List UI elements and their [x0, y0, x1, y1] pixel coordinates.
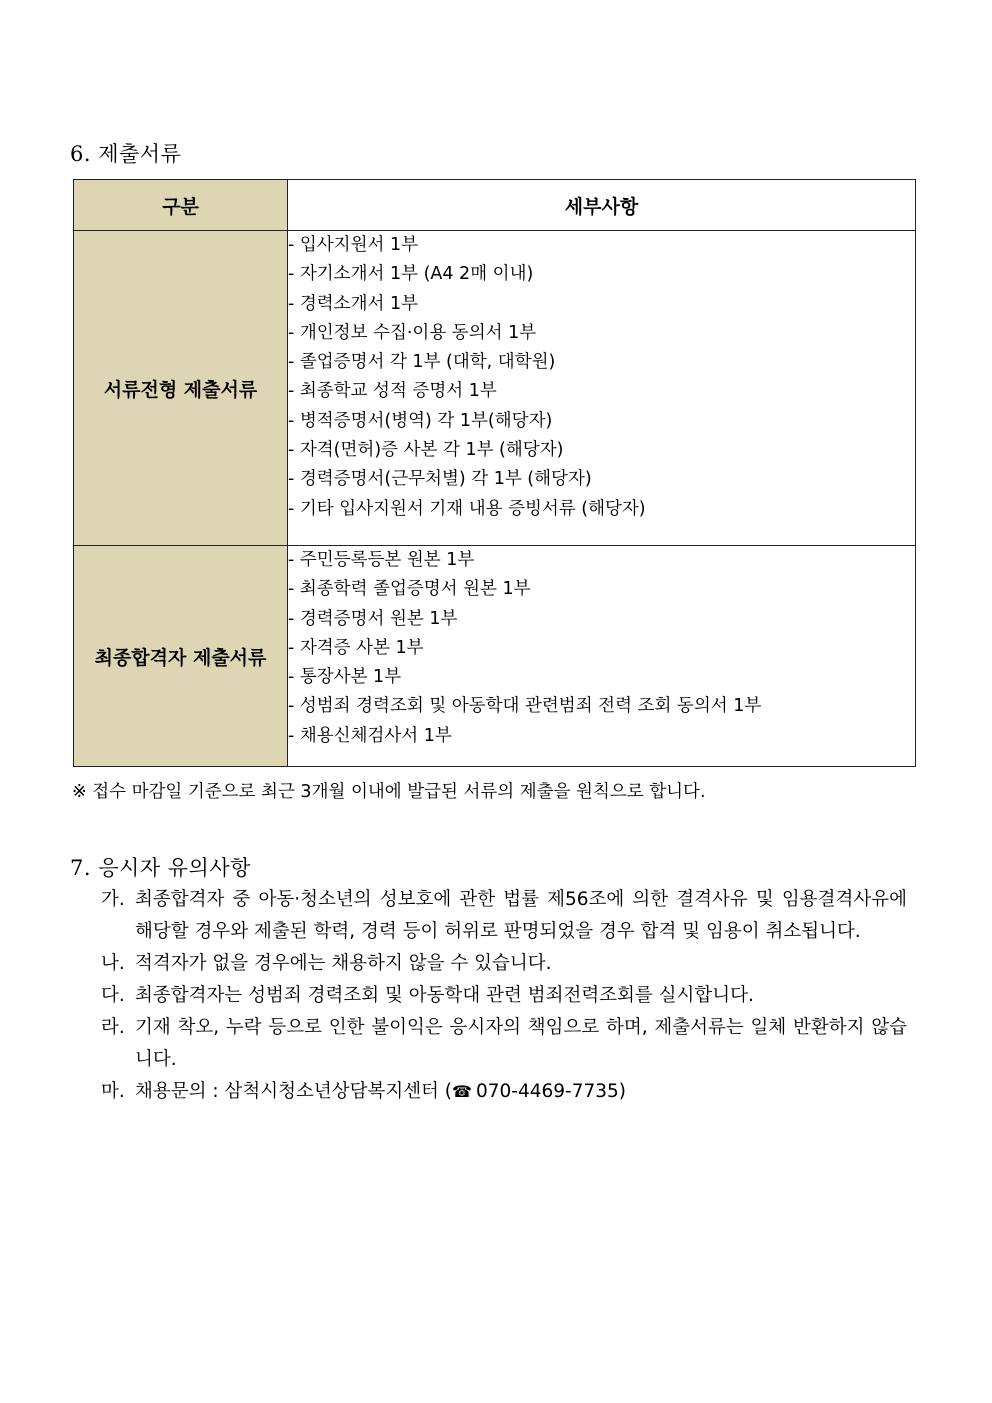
table-row-final-candidate — [74, 546, 916, 767]
list-item: - 경력증명서 원본 1부 — [288, 608, 458, 629]
details-list — [288, 546, 915, 751]
contact-suffix: ) — [618, 1081, 627, 1102]
category-cell: 서류전형 제출서류 — [74, 231, 288, 546]
notice-text: 기재 착오, 누락 등으로 인한 불이익은 응시자의 책임으로 하며, 제출서류는 일체 반환하지 않습니다. — [135, 1017, 907, 1070]
list-item: - 경력소개서 1부 — [288, 293, 419, 314]
notice-text: 최종합격자는 성범죄 경력조회 및 아동학대 관련 범죄전력조회를 실시합니다. — [135, 985, 754, 1006]
list-item: - 성범죄 경력조회 및 아동학대 관련범죄 전력 조회 동의서 1부 — [288, 696, 762, 717]
notice-item — [101, 948, 907, 980]
table-row-document-screening — [74, 231, 916, 546]
notice-item-contact — [101, 1076, 907, 1108]
section-6-title: 6. 제출서류 — [70, 142, 182, 166]
list-item: - 입사지원서 1부 — [288, 235, 419, 255]
notice-marker: 가. — [101, 889, 125, 910]
list-item: - 졸업증명서 각 1부 (대학, 대학원) — [288, 352, 556, 373]
list-item: - 병적증명서(병역) 각 1부(해당자) — [288, 410, 553, 431]
contact-phone-number: 070-4469-7735 — [475, 1081, 619, 1102]
notice-marker: 마. — [101, 1081, 125, 1102]
list-item: - 최종학교 성적 증명서 1부 — [288, 381, 497, 402]
contact-prefix: 채용문의 : 삼척시청소년상담복지센터 ( — [135, 1081, 453, 1102]
details-cell — [288, 546, 916, 767]
category-cell: 최종합격자 제출서류 — [74, 546, 288, 767]
section-7-title: 7. 응시자 유의사항 — [70, 856, 251, 880]
submission-documents-table — [73, 179, 916, 767]
header-details: 세부사항 — [288, 180, 916, 231]
notice-marker: 라. — [101, 1017, 125, 1038]
details-cell — [288, 231, 916, 546]
list-item: - 자기소개서 1부 (A4 2매 이내) — [288, 264, 534, 285]
notice-marker: 다. — [101, 985, 125, 1006]
list-item: - 채용신체검사서 1부 — [288, 725, 452, 746]
list-item: - 자격(면허)증 사본 각 1부 (해당자) — [288, 440, 564, 461]
header-category: 구분 — [74, 180, 288, 231]
notice-text: 최종합격자 중 아동·청소년의 성보호에 관한 법률 제56조에 의한 결격사유 및 임용결격사유에 해당할 경우와 제출된 학력, 경력 등이 허위로 판명되었을 경우 합격 및 임용이 취소됩니다. — [135, 889, 907, 942]
list-item: - 주민등록등본 원본 1부 — [288, 550, 475, 570]
table-header-row — [74, 180, 916, 231]
notice-item — [101, 980, 907, 1012]
notice-item — [101, 884, 907, 948]
applicant-notice-list — [101, 884, 907, 1108]
list-item: - 최종학력 졸업증명서 원본 1부 — [288, 579, 531, 600]
notice-marker: 나. — [101, 953, 125, 974]
details-list — [288, 231, 915, 524]
list-item: - 경력증명서(근무처별) 각 1부 (해당자) — [288, 469, 592, 490]
notice-text: 적격자가 없을 경우에는 채용하지 않을 수 있습니다. — [135, 953, 552, 974]
telephone-icon: ☎ — [452, 1082, 472, 1101]
submission-note: ※ 접수 마감일 기준으로 최근 3개월 이내에 발급된 서류의 제출을 원칙으로 합니다. — [72, 782, 706, 802]
list-item: - 개인정보 수집·이용 동의서 1부 — [288, 322, 537, 343]
list-item: - 자격증 사본 1부 — [288, 637, 424, 658]
contact-text — [135, 1076, 907, 1108]
notice-item — [101, 1012, 907, 1076]
list-item: - 통장사본 1부 — [288, 667, 402, 688]
list-item: - 기타 입사지원서 기재 내용 증빙서류 (해당자) — [288, 498, 646, 519]
